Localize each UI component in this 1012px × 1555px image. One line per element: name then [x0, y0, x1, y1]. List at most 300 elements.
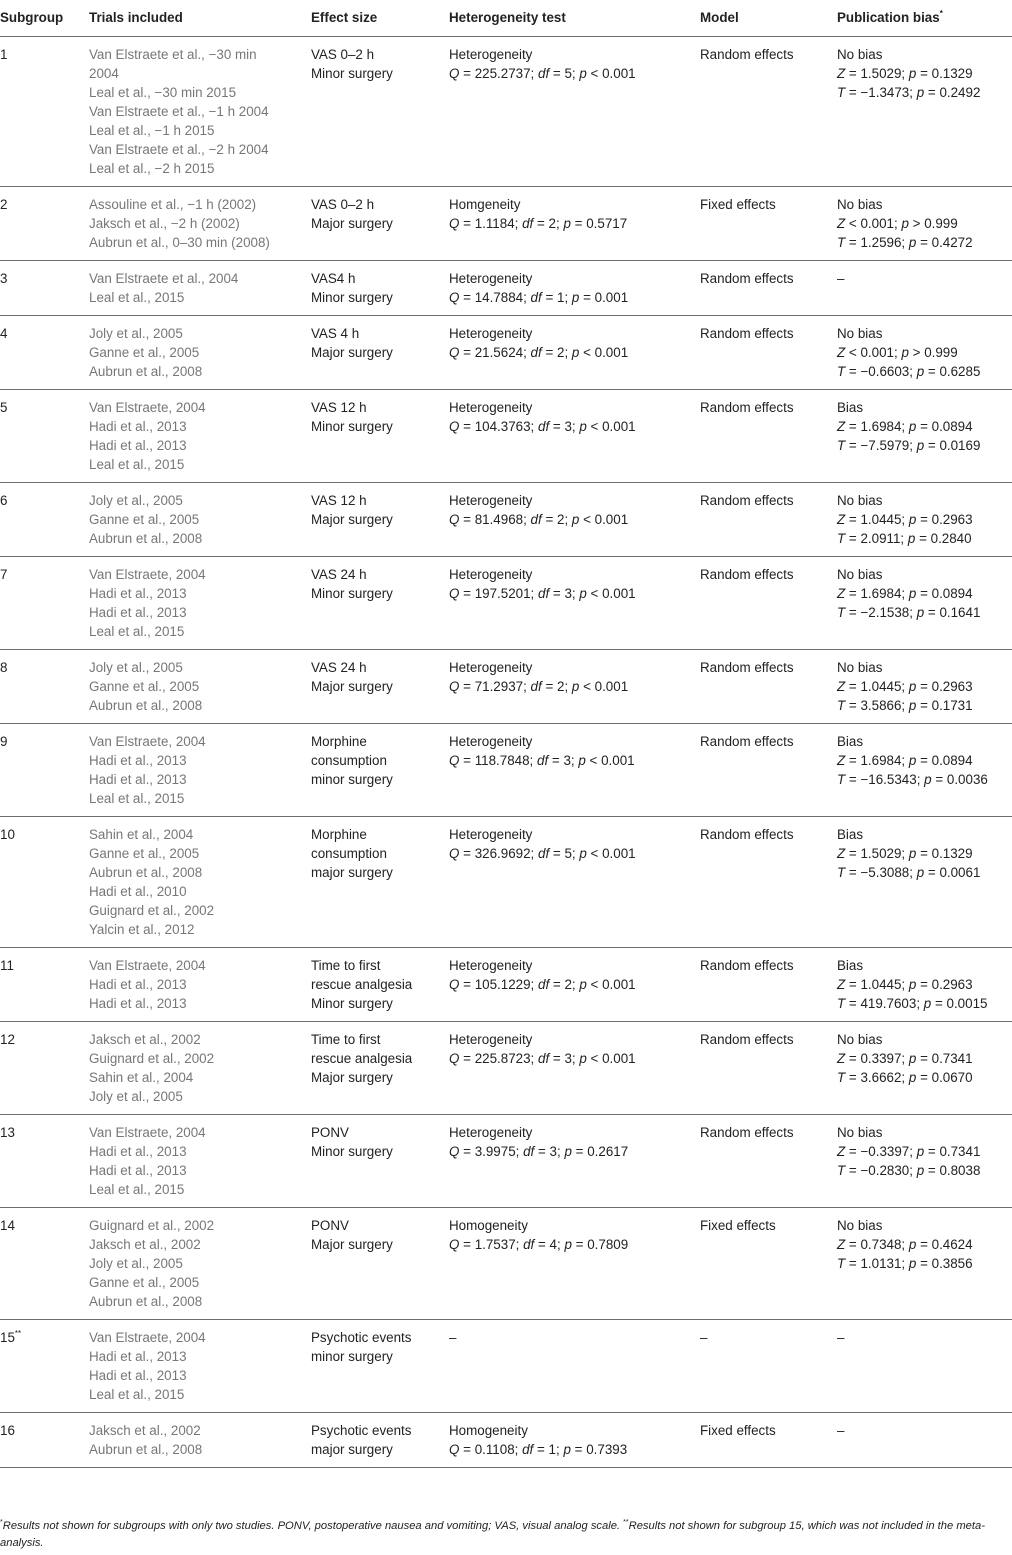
cell-trials	[89, 817, 311, 948]
footnote-text-1: Results not shown for subgroups with only two studies. PONV, postoperative nausea and vomiting; VAS, visual analog scale.	[2, 1520, 624, 1532]
effect-size-line: VAS 12 h	[311, 493, 367, 508]
p-operator: =	[574, 216, 583, 231]
df-value: 3	[564, 419, 572, 434]
cell-publication-bias	[837, 316, 1012, 390]
table-row	[0, 187, 1012, 261]
q-value: 71.2937	[474, 679, 524, 694]
heterogeneity-label: Heterogeneity	[449, 326, 533, 341]
z-p-value: 0.999	[924, 345, 958, 360]
trial-entry: Hadi et al., 2010	[89, 884, 187, 899]
heterogeneity-label: Homgeneity	[449, 197, 521, 212]
bias-label: –	[837, 1423, 845, 1438]
t-p-value: 0.4272	[931, 235, 973, 250]
z-p-value: 0.0894	[931, 586, 973, 601]
cell-trials	[89, 1022, 311, 1115]
trial-entry: Guignard et al., 2002	[89, 903, 215, 918]
p-value: 0.001	[594, 512, 629, 527]
cell-effect-size	[311, 1208, 449, 1320]
cell-heterogeneity	[449, 316, 700, 390]
subgroup-number: 7	[0, 567, 8, 582]
trial-entry: Ganne et al., 2005	[89, 512, 200, 527]
cell-publication-bias	[837, 37, 1012, 187]
footnote-text-2: Results not shown for subgroup 15, which was not included in the meta-analysis.	[0, 1520, 985, 1549]
z-p-value: 0.4624	[931, 1237, 973, 1252]
trial-entry: Joly et al., 2005	[89, 326, 183, 341]
p-value: 0.7809	[587, 1237, 629, 1252]
effect-size-line: Major surgery	[311, 1070, 393, 1085]
p-value: 0.5717	[586, 216, 628, 231]
cell-model: –	[700, 1320, 837, 1413]
cell-publication-bias	[837, 483, 1012, 557]
effect-size-line: Minor surgery	[311, 586, 393, 601]
trial-entry: Hadi et al., 2013	[89, 1144, 187, 1159]
t-statistic: T = −7.5979; p = 0.0169	[837, 438, 981, 453]
effect-size-line: Minor surgery	[311, 996, 393, 1011]
cell-model: Random effects	[700, 650, 837, 724]
heterogeneity-statistic: Q = 1.1184; df = 2; p = 0.5717	[449, 216, 628, 231]
bias-label: No bias	[837, 567, 883, 582]
heterogeneity-label: Heterogeneity	[449, 400, 533, 415]
heterogeneity-statistic: Q = 14.7884; df = 1; p = 0.001	[449, 290, 629, 305]
table-row	[0, 1115, 1012, 1208]
z-statistic: Z = 1.0445; p = 0.2963	[837, 977, 973, 992]
effect-size-line: consumption	[311, 753, 387, 768]
cell-heterogeneity	[449, 1115, 700, 1208]
table-row	[0, 817, 1012, 948]
cell-subgroup	[0, 650, 89, 724]
heterogeneity-statistic: Q = 326.9692; df = 5; p < 0.001	[449, 846, 636, 861]
cell-model: Random effects	[700, 724, 837, 817]
df-value: 2	[564, 977, 572, 992]
bias-label: –	[837, 271, 845, 286]
z-p-value: 0.1329	[931, 846, 973, 861]
cell-trials	[89, 1208, 311, 1320]
z-value: < 0.001	[848, 345, 894, 360]
p-value: 0.001	[594, 679, 629, 694]
cell-heterogeneity	[449, 650, 700, 724]
effect-size-line: Major surgery	[311, 1237, 393, 1252]
z-value: 0.3397	[860, 1051, 902, 1066]
bias-label: No bias	[837, 660, 883, 675]
z-p-operator: =	[920, 66, 928, 81]
t-value: 419.7603	[860, 996, 917, 1011]
trial-entry: Hadi et al., 2013	[89, 996, 187, 1011]
trial-entry: Aubrun et al., 2008	[89, 531, 203, 546]
effect-size-line: Major surgery	[311, 512, 393, 527]
p-value: 0.2617	[587, 1144, 629, 1159]
heterogeneity-label: Homogeneity	[449, 1218, 528, 1233]
cell-effect-size	[311, 261, 449, 316]
heterogeneity-label: Heterogeneity	[449, 958, 533, 973]
p-operator: =	[583, 290, 591, 305]
z-value: 1.6984	[860, 586, 902, 601]
cell-model: Random effects	[700, 557, 837, 650]
t-p-operator: =	[919, 531, 927, 546]
cell-effect-size	[311, 650, 449, 724]
p-operator: <	[590, 66, 599, 81]
subgroup-number: 6	[0, 493, 8, 508]
heterogeneity-label: Heterogeneity	[449, 827, 533, 842]
t-p-operator: =	[927, 605, 936, 620]
p-value: 0.001	[602, 1051, 636, 1066]
effect-size-line: Major surgery	[311, 679, 393, 694]
df-value: 1	[556, 290, 565, 305]
cell-heterogeneity	[449, 817, 700, 948]
z-statistic: Z = 1.0445; p = 0.2963	[837, 512, 973, 527]
cell-model: Random effects	[700, 261, 837, 316]
trial-entry: Assouline et al., −1 h (2002)	[89, 197, 257, 212]
table-row	[0, 483, 1012, 557]
q-value: 81.4968	[474, 512, 524, 527]
header-heterogeneity: Heterogeneity test	[449, 0, 700, 37]
effect-size-line: Minor surgery	[311, 66, 393, 81]
heterogeneity-statistic: Q = 21.5624; df = 2; p < 0.001	[449, 345, 629, 360]
cell-publication-bias	[837, 1320, 1012, 1413]
cell-publication-bias	[837, 650, 1012, 724]
z-p-operator: >	[912, 345, 921, 360]
subgroup-number: 9	[0, 734, 8, 749]
df-value: 3	[564, 1051, 572, 1066]
cell-model: Random effects	[700, 483, 837, 557]
trial-entry: Aubrun et al., 2008	[89, 1294, 203, 1309]
heterogeneity-label: Heterogeneity	[449, 660, 533, 675]
p-operator: =	[574, 1442, 583, 1457]
df-value: 2	[556, 512, 565, 527]
effect-size-line: minor surgery	[311, 1349, 393, 1364]
cell-heterogeneity	[449, 724, 700, 817]
q-value: 225.8723	[474, 1051, 531, 1066]
trial-entry: Hadi et al., 2013	[89, 586, 187, 601]
cell-trials	[89, 724, 311, 817]
p-value: 0.001	[602, 977, 636, 992]
z-p-operator: =	[920, 977, 928, 992]
bias-label: No bias	[837, 1218, 883, 1233]
p-operator: <	[583, 345, 591, 360]
header-model: Model	[700, 0, 837, 37]
header-effect-size: Effect size	[311, 0, 449, 37]
q-value: 104.3763	[474, 419, 531, 434]
cell-subgroup	[0, 1115, 89, 1208]
trial-entry: Hadi et al., 2013	[89, 753, 187, 768]
subgroup-number: 2	[0, 197, 8, 212]
z-statistic: Z = 1.6984; p = 0.0894	[837, 419, 973, 434]
t-statistic: T = −5.3088; p = 0.0061	[837, 865, 981, 880]
trial-entry: Joly et al., 2005	[89, 493, 183, 508]
t-p-operator: =	[935, 772, 944, 787]
subgroup-number: 4	[0, 326, 8, 341]
z-p-value: 0.2963	[931, 512, 973, 527]
bias-label: Bias	[837, 827, 864, 842]
cell-trials	[89, 1413, 311, 1468]
cell-subgroup	[0, 1208, 89, 1320]
cell-publication-bias	[837, 1413, 1012, 1468]
q-value: 1.1184	[474, 216, 515, 231]
trial-entry: Leal et al., −1 h 2015	[89, 123, 215, 138]
cell-effect-size	[311, 948, 449, 1022]
effect-size-line: consumption	[311, 846, 387, 861]
cell-trials	[89, 261, 311, 316]
q-value: 326.9692	[474, 846, 531, 861]
p-operator: <	[590, 1051, 599, 1066]
t-statistic: T = 3.6662; p = 0.0670	[837, 1070, 973, 1085]
cell-trials	[89, 650, 311, 724]
cell-publication-bias	[837, 1022, 1012, 1115]
cell-publication-bias	[837, 187, 1012, 261]
cell-subgroup	[0, 483, 89, 557]
trial-entry: Ganne et al., 2005	[89, 345, 200, 360]
table-row	[0, 261, 1012, 316]
trial-entry: Van Elstraete et al., −2 h 2004	[89, 142, 269, 157]
cell-effect-size	[311, 1022, 449, 1115]
cell-model: Fixed effects	[700, 1208, 837, 1320]
effect-size-line: rescue analgesia	[311, 1051, 413, 1066]
effect-size-line: Major surgery	[311, 216, 393, 231]
trial-entry: Van Elstraete, 2004	[89, 734, 206, 749]
trial-entry: Sahin et al., 2004	[89, 827, 194, 842]
cell-trials	[89, 1115, 311, 1208]
effect-size-line: rescue analgesia	[311, 977, 413, 992]
trial-entry: Jaksch et al., −2 h (2002)	[89, 216, 240, 231]
t-value: −16.5343	[860, 772, 917, 787]
subgroup-number: 16	[0, 1423, 15, 1438]
t-p-operator: =	[927, 438, 936, 453]
t-p-operator: =	[920, 235, 928, 250]
cell-effect-size	[311, 1413, 449, 1468]
header-trials: Trials included	[89, 0, 311, 37]
p-operator: <	[590, 419, 599, 434]
cell-subgroup	[0, 316, 89, 390]
table-header-row	[0, 0, 1012, 37]
table-row	[0, 724, 1012, 817]
cell-heterogeneity	[449, 261, 700, 316]
bias-label: No bias	[837, 1032, 883, 1047]
trial-entry: Leal et al., −30 min 2015	[89, 85, 237, 100]
cell-model: Random effects	[700, 37, 837, 187]
df-value: 5	[564, 846, 572, 861]
p-value: 0.7393	[586, 1442, 628, 1457]
heterogeneity-label: Heterogeneity	[449, 47, 533, 62]
t-value: 1.0131	[860, 1256, 902, 1271]
z-p-value: 0.2963	[931, 679, 973, 694]
t-statistic: T = 3.5866; p = 0.1731	[837, 698, 973, 713]
t-statistic: T = −16.5343; p = 0.0036	[837, 772, 988, 787]
cell-trials	[89, 1320, 311, 1413]
trial-entry: Hadi et al., 2013	[89, 1163, 187, 1178]
bias-label: No bias	[837, 326, 883, 341]
cell-effect-size	[311, 817, 449, 948]
trial-entry: Aubrun et al., 2008	[89, 1442, 203, 1457]
t-value: −7.5979	[860, 438, 910, 453]
cell-effect-size	[311, 390, 449, 483]
z-statistic: Z = 1.6984; p = 0.0894	[837, 586, 973, 601]
subgroup-number: 10	[0, 827, 15, 842]
effect-size-line: PONV	[311, 1218, 349, 1233]
cell-model: Random effects	[700, 948, 837, 1022]
cell-publication-bias	[837, 724, 1012, 817]
t-value: 2.0911	[860, 531, 901, 546]
heterogeneity-statistic: Q = 225.2737; df = 5; p < 0.001	[449, 66, 636, 81]
trial-entry: Van Elstraete, 2004	[89, 567, 206, 582]
cell-heterogeneity	[449, 37, 700, 187]
heterogeneity-label: Heterogeneity	[449, 734, 533, 749]
effect-size-line: Minor surgery	[311, 290, 393, 305]
z-p-operator: >	[912, 216, 921, 231]
cell-effect-size	[311, 557, 449, 650]
p-operator: <	[583, 679, 591, 694]
heterogeneity-label: Heterogeneity	[449, 493, 533, 508]
heterogeneity-label: Homogeneity	[449, 1423, 528, 1438]
z-p-operator: =	[920, 419, 928, 434]
cell-heterogeneity	[449, 483, 700, 557]
z-p-operator: =	[920, 1237, 928, 1252]
subgroup-number: 5	[0, 400, 8, 415]
heterogeneity-label: –	[449, 1330, 457, 1345]
z-p-value: 0.0894	[931, 419, 973, 434]
effect-size-line: VAS4 h	[311, 271, 356, 286]
trial-entry: Hadi et al., 2013	[89, 772, 187, 787]
t-statistic: T = −2.1538; p = 0.1641	[837, 605, 981, 620]
trial-entry: Leal et al., 2015	[89, 624, 185, 639]
z-p-value: 0.2963	[931, 977, 973, 992]
q-value: 3.9975	[474, 1144, 516, 1159]
trial-entry: Leal et al., −2 h 2015	[89, 161, 215, 176]
trial-entry: Leal et al., 2015	[89, 290, 185, 305]
trial-entry: Van Elstraete, 2004	[89, 1125, 206, 1140]
t-p-value: 0.2492	[939, 85, 981, 100]
heterogeneity-statistic: Q = 1.7537; df = 4; p = 0.7809	[449, 1237, 629, 1252]
z-value: 1.0445	[860, 977, 902, 992]
header-publication-bias	[837, 0, 1012, 37]
heterogeneity-statistic: Q = 81.4968; df = 2; p < 0.001	[449, 512, 629, 527]
z-value: 1.0445	[860, 512, 902, 527]
t-statistic: T = −0.6603; p = 0.6285	[837, 364, 981, 379]
subgroup-footnote-mark: **	[14, 1329, 22, 1338]
trial-entry: Hadi et al., 2013	[89, 1349, 187, 1364]
trial-entry: Guignard et al., 2002	[89, 1051, 215, 1066]
trial-entry: Leal et al., 2015	[89, 1182, 185, 1197]
table-row	[0, 1022, 1012, 1115]
p-value: 0.001	[594, 345, 629, 360]
z-value: 1.6984	[860, 419, 902, 434]
z-p-value: 0.0894	[931, 753, 973, 768]
cell-subgroup	[0, 817, 89, 948]
heterogeneity-statistic: Q = 197.5201; df = 3; p < 0.001	[449, 586, 636, 601]
heterogeneity-statistic: Q = 105.1229; df = 2; p < 0.001	[449, 977, 636, 992]
t-value: −2.1538	[860, 605, 910, 620]
t-p-operator: =	[927, 1163, 936, 1178]
q-value: 225.2737	[474, 66, 531, 81]
t-statistic: T = −0.2830; p = 0.8038	[837, 1163, 981, 1178]
q-value: 21.5624	[474, 345, 524, 360]
t-p-value: 0.0061	[939, 865, 981, 880]
cell-trials	[89, 37, 311, 187]
subgroup-number: 15	[0, 1330, 15, 1345]
trial-entry: Ganne et al., 2005	[89, 679, 200, 694]
table-row	[0, 1208, 1012, 1320]
effect-size-line: VAS 0–2 h	[311, 197, 375, 212]
cell-heterogeneity	[449, 1208, 700, 1320]
df-value: 3	[563, 753, 571, 768]
z-p-operator: =	[920, 1051, 928, 1066]
trial-entry: Van Elstraete, 2004	[89, 400, 206, 415]
z-p-value: 0.999	[924, 216, 958, 231]
cell-trials	[89, 390, 311, 483]
t-p-operator: =	[920, 698, 928, 713]
z-statistic: Z = −0.3397; p = 0.7341	[837, 1144, 981, 1159]
trial-entry: Leal et al., 2015	[89, 457, 185, 472]
cell-subgroup	[0, 261, 89, 316]
p-operator: =	[575, 1237, 584, 1252]
effect-size-line: VAS 12 h	[311, 400, 367, 415]
cell-model: Random effects	[700, 390, 837, 483]
p-operator: <	[590, 846, 599, 861]
t-p-value: 0.1641	[939, 605, 981, 620]
footnote-mark-2: **	[623, 1519, 629, 1526]
cell-heterogeneity	[449, 948, 700, 1022]
trial-entry: Sahin et al., 2004	[89, 1070, 194, 1085]
heterogeneity-statistic: Q = 3.9975; df = 3; p = 0.2617	[449, 1144, 629, 1159]
p-value: 0.001	[601, 753, 635, 768]
cell-subgroup	[0, 948, 89, 1022]
trial-entry: Joly et al., 2005	[89, 1089, 183, 1104]
effect-size-line: Psychotic events	[311, 1423, 412, 1438]
table-row	[0, 1413, 1012, 1468]
cell-effect-size	[311, 724, 449, 817]
z-statistic: Z = 1.5029; p = 0.1329	[837, 846, 973, 861]
df-value: 1	[548, 1442, 556, 1457]
t-p-value: 0.1731	[931, 698, 973, 713]
p-operator: <	[590, 977, 599, 992]
z-statistic: Z < 0.001; p > 0.999	[837, 216, 958, 231]
cell-publication-bias	[837, 948, 1012, 1022]
df-value: 4	[549, 1237, 557, 1252]
bias-label: Bias	[837, 400, 864, 415]
z-statistic: Z = 1.5029; p = 0.1329	[837, 66, 973, 81]
q-value: 14.7884	[474, 290, 524, 305]
z-statistic: Z = 0.3397; p = 0.7341	[837, 1051, 973, 1066]
df-value: 5	[564, 66, 572, 81]
trial-entry: Joly et al., 2005	[89, 660, 183, 675]
t-value: −0.2830	[860, 1163, 910, 1178]
t-p-value: 0.6285	[939, 364, 981, 379]
trial-entry: Van Elstraete, 2004	[89, 958, 206, 973]
z-value: 1.0445	[860, 679, 902, 694]
p-value: 0.001	[602, 586, 636, 601]
z-p-operator: =	[920, 846, 928, 861]
bias-label: No bias	[837, 493, 883, 508]
p-operator: <	[589, 753, 598, 768]
heterogeneity-statistic: Q = 225.8723; df = 3; p < 0.001	[449, 1051, 636, 1066]
subgroup-number: 8	[0, 660, 8, 675]
cell-model: Fixed effects	[700, 187, 837, 261]
t-p-value: 0.0015	[946, 996, 988, 1011]
effect-size-line: minor surgery	[311, 772, 393, 787]
header-footnote-mark: *	[939, 9, 943, 18]
subgroup-number: 3	[0, 271, 8, 286]
effect-size-line: Time to first	[311, 1032, 381, 1047]
p-value: 0.001	[594, 290, 629, 305]
t-statistic: T = 1.0131; p = 0.3856	[837, 1256, 973, 1271]
cell-subgroup	[0, 724, 89, 817]
trial-entry: Ganne et al., 2005	[89, 846, 200, 861]
df-value: 2	[556, 679, 565, 694]
z-value: < 0.001	[848, 216, 894, 231]
z-statistic: Z = 1.6984; p = 0.0894	[837, 753, 973, 768]
heterogeneity-statistic: Q = 118.7848; df = 3; p < 0.001	[449, 753, 635, 768]
trial-entry: Jaksch et al., 2002	[89, 1237, 201, 1252]
cell-effect-size	[311, 1115, 449, 1208]
subgroup-number: 14	[0, 1218, 15, 1233]
